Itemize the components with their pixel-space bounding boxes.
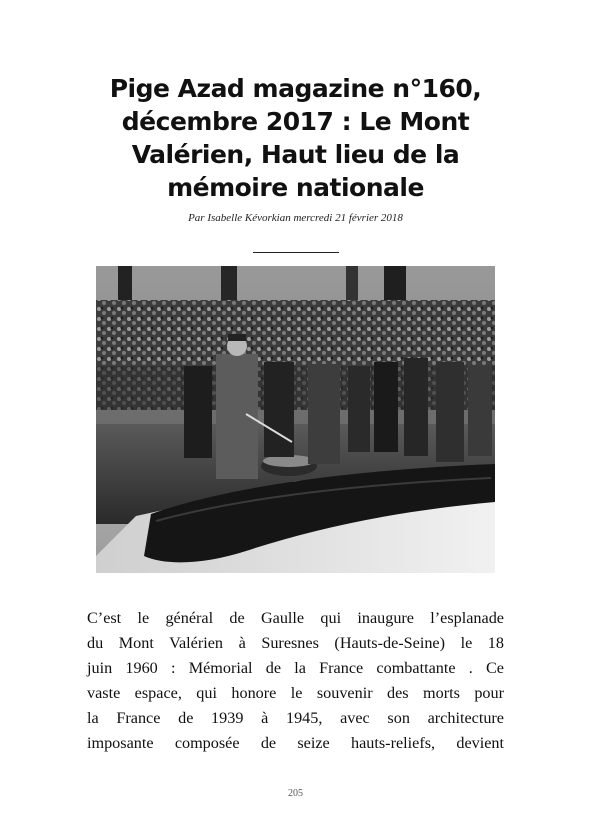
body-line: juin 1960 : Mémorial de la France combattante . Ce [87,659,504,677]
body-line: la France de 1939 à 1945, avec son architecture [87,709,504,727]
separator-rule [253,252,339,253]
title-line: Pige Azad magazine n°160, [109,74,482,103]
body-line: imposante composée de seize hauts-reliefs, devient [87,734,504,752]
page-number: 205 [288,788,303,799]
title-line: mémoire nationale [167,173,424,202]
body-line: C’est le général de Gaulle qui inaugure l’esplanade [87,609,504,627]
title-line: Valérien, Haut lieu de la [131,140,460,169]
byline: Par Isabelle Kévorkian mercredi 21 février 2018 [188,212,403,224]
historical-photo [96,266,495,573]
title-line: décembre 2017 : Le Mont [121,107,470,136]
article-body [87,606,504,756]
body-line: du Mont Valérien à Suresnes (Hauts-de-Seine) le 18 [87,634,504,652]
body-line: vaste espace, qui honore le souvenir des morts pour [87,684,504,702]
article-title [60,72,531,204]
